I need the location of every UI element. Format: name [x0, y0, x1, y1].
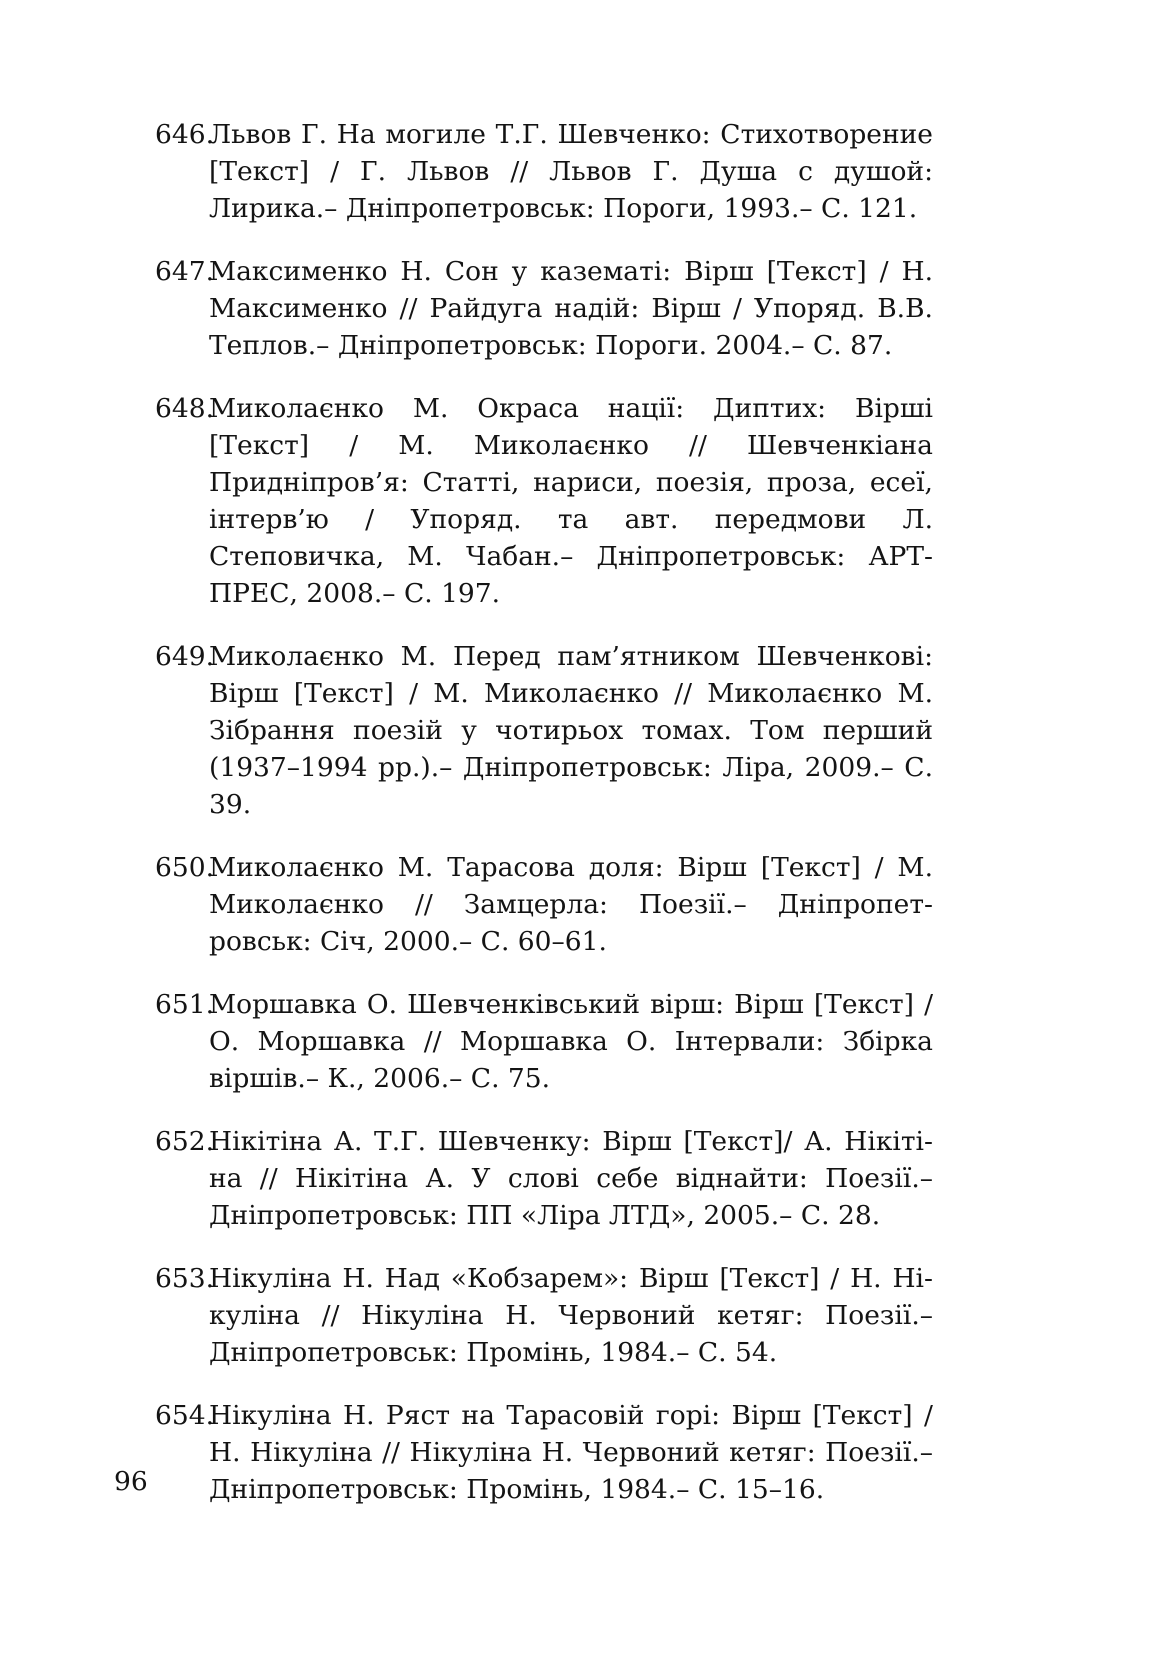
entry-number: 652.: [155, 1126, 215, 1157]
entry-number: 646.: [155, 119, 215, 150]
bibliography-entry: [155, 253, 933, 364]
bibliography-entry: [155, 1260, 933, 1371]
entry-text: Максименко Н. Сон у казематі: Вірш [Текст] / Н. Максименко // Райдуга надій: Вірш / Упоряд. В.В. Теплов.– Дніпропетровськ: Пороги. 2004.– С. 87.: [209, 256, 933, 361]
bibliography-list: [155, 116, 933, 1534]
entry-text: Нікуліна Н. Над «Кобзарем»: Вірш [Текст] / Н. Нікуліна // Нікуліна Н. Червоний кетяг: Поезії.– Дніпропетровськ: Промінь, 1984.– С. 54.: [209, 1263, 933, 1368]
entry-number: 653.: [155, 1263, 215, 1294]
entry-number: 649.: [155, 641, 215, 672]
bibliography-entry: [155, 116, 933, 227]
entry-text: Миколаєнко М. Тарасова доля: Вірш [Текст] / М. Миколаєнко // Замцерла: Поезії.– Дніпропетровськ: Січ, 2000.– С. 60–61.: [209, 852, 933, 957]
entry-number: 650.: [155, 852, 215, 883]
entry-text: Нікітіна А. Т.Г. Шевченку: Вірш [Текст]/ А. Нікітіна // Нікітіна А. У слові себе віднайти: Поезії.– Дніпропетровськ: ПП «Ліра ЛТД», 2005.– С. 28.: [209, 1126, 933, 1231]
page-number: 96: [114, 1466, 148, 1497]
entry-number: 648.: [155, 393, 215, 424]
entry-text: Миколаєнко М. Окраса нації: Диптих: Вірші [Текст] / М. Миколаєнко // Шевченкіана Придніпров’я: Статті, нариси, поезія, проза, есеї, інтерв’ю / Упоряд. та авт. передмови Л. Степовичка, М. Чабан.– Дніпропетровськ: АРТ-ПРЕС, 2008.– С. 197.: [209, 393, 933, 609]
bibliography-entry: [155, 638, 933, 823]
bibliography-entry: [155, 1123, 933, 1234]
entry-number: 651.: [155, 989, 215, 1020]
entry-text: Миколаєнко М. Перед пам’ятником Шевченкові: Вірш [Текст] / М. Миколаєнко // Миколаєнко М. Зібрання поезій у чотирьох томах. Том перший (1937–1994 рр.).– Дніпропетровськ: Ліра, 2009.– С. 39.: [209, 641, 933, 820]
entry-number: 647.: [155, 256, 215, 287]
bibliography-entry: [155, 849, 933, 960]
bibliography-entry: [155, 986, 933, 1097]
entry-text: Нікуліна Н. Ряст на Тарасовій горі: Вірш [Текст] / Н. Нікуліна // Нікуліна Н. Червоний кетяг: Поезії.– Дніпропетровськ: Промінь, 1984.– С. 15–16.: [209, 1400, 933, 1505]
entry-text: Львов Г. На могиле Т.Г. Шевченко: Стихотворение [Текст] / Г. Львов // Львов Г. Душа с душой: Лирика.– Дніпропетровськ: Пороги, 1993.– С. 121.: [209, 119, 933, 224]
entry-number: 654.: [155, 1400, 215, 1431]
entry-text: Моршавка О. Шевченківський вірш: Вірш [Текст] / О. Моршавка // Моршавка О. Інтервали: Збірка віршів.– К., 2006.– С. 75.: [209, 989, 933, 1094]
bibliography-entry: [155, 390, 933, 612]
bibliography-entry: [155, 1397, 933, 1508]
